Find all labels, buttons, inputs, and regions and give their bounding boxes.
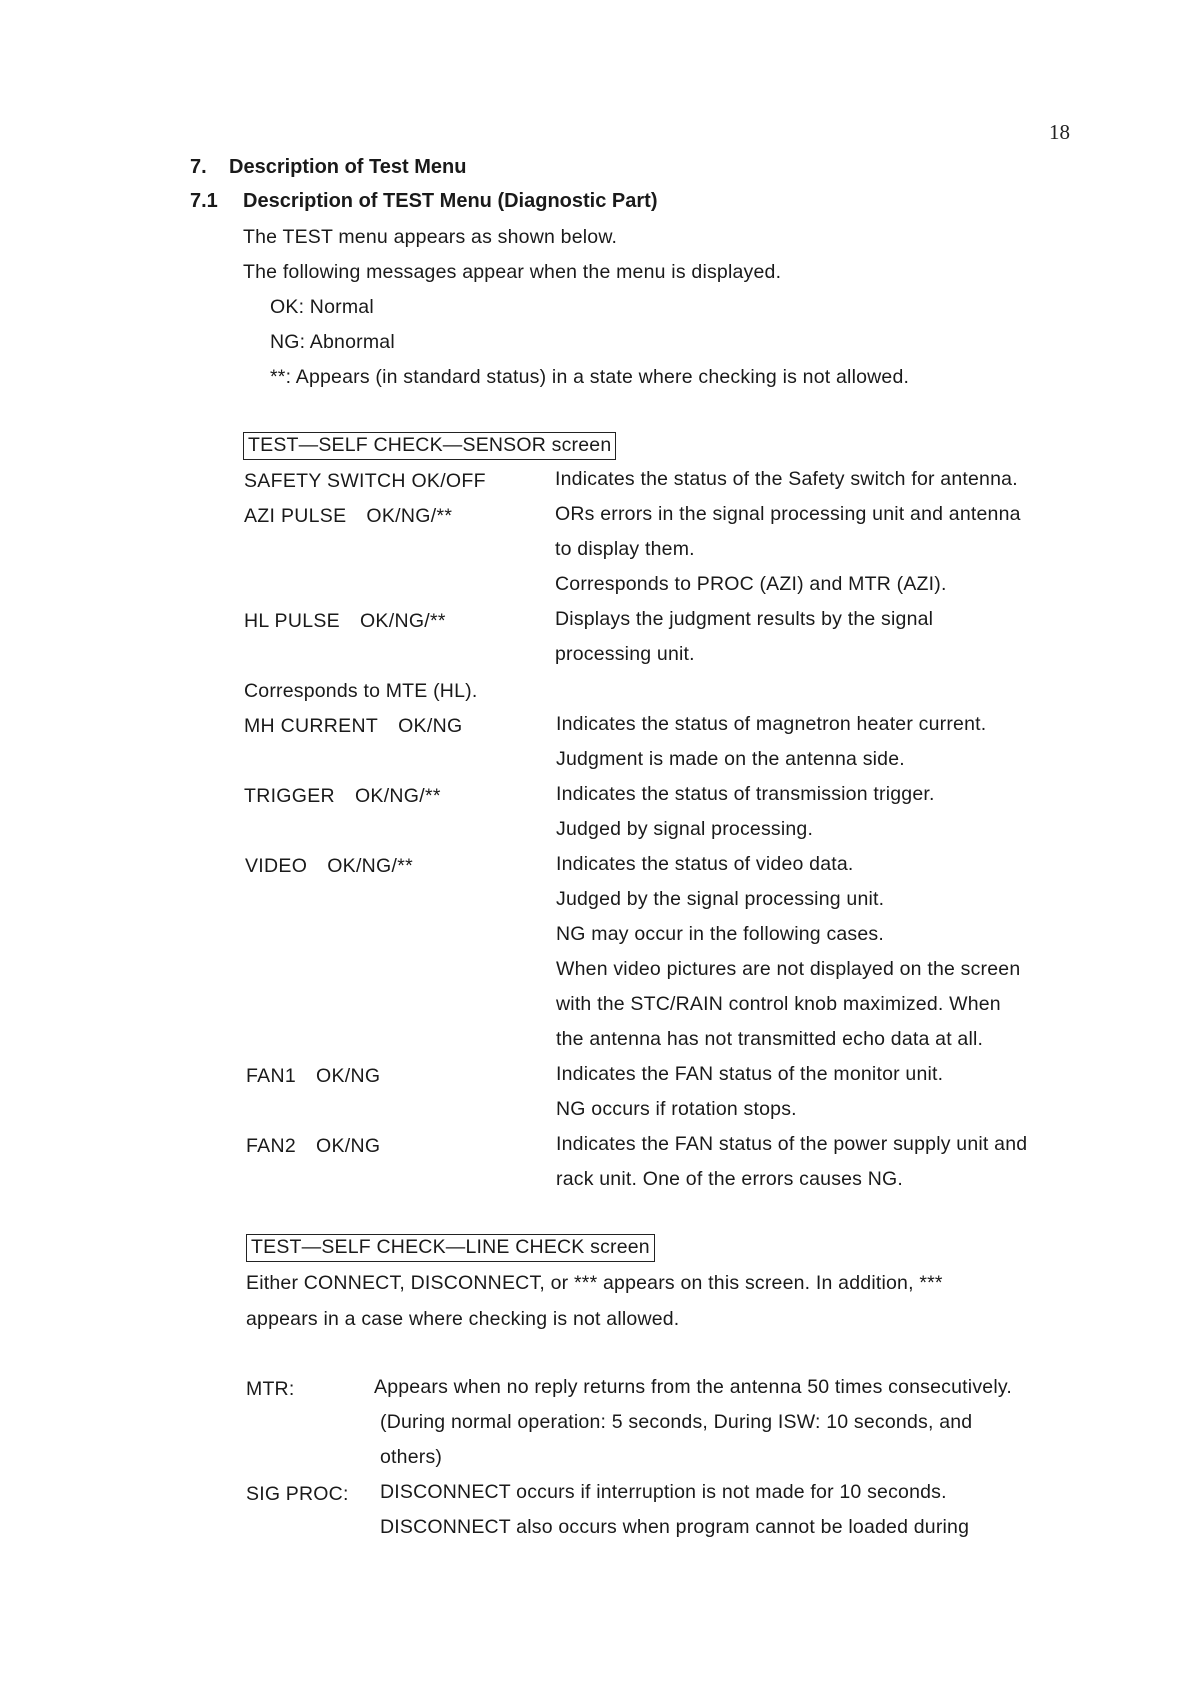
sensor-screen-title: TEST—SELF CHECK—SENSOR screen bbox=[243, 432, 616, 460]
line-item-key: SIG PROC: bbox=[246, 1483, 349, 1505]
sensor-item-desc: ORs errors in the signal processing unit and antenna bbox=[555, 503, 1021, 525]
section-title: Description of Test Menu bbox=[229, 156, 467, 178]
intro-line-1: The TEST menu appears as shown below. bbox=[243, 226, 618, 248]
section-number: 7. bbox=[190, 156, 207, 178]
line-check-screen-title: TEST—SELF CHECK—LINE CHECK screen bbox=[246, 1234, 655, 1262]
sensor-item-desc: Indicates the FAN status of the monitor unit. bbox=[556, 1063, 944, 1085]
sensor-item-desc: Indicates the status of the Safety switch for antenna. bbox=[555, 468, 1018, 490]
subsection-heading bbox=[190, 190, 657, 213]
sensor-item-key: SAFETY SWITCH OK/OFF bbox=[244, 470, 486, 492]
intro-line-2: The following messages appear when the menu is displayed. bbox=[243, 261, 782, 283]
sensor-item-desc: Judgment is made on the antenna side. bbox=[556, 748, 905, 770]
line-item-desc: DISCONNECT also occurs when program cannot be loaded during bbox=[380, 1516, 970, 1538]
page-number: 18 bbox=[1049, 120, 1070, 144]
sensor-item-desc: NG occurs if rotation stops. bbox=[556, 1098, 797, 1120]
legend-not-allowed: **: Appears (in standard status) in a state where checking is not allowed. bbox=[270, 366, 910, 388]
sensor-item-key: FAN1 OK/NG bbox=[246, 1065, 381, 1087]
hl-note: Corresponds to MTE (HL). bbox=[244, 680, 478, 702]
section-heading bbox=[190, 156, 466, 179]
sensor-item-key: TRIGGER OK/NG/** bbox=[244, 785, 441, 807]
sensor-item-desc: the antenna has not transmitted echo data at all. bbox=[556, 1028, 984, 1050]
line-check-intro: Either CONNECT, DISCONNECT, or *** appears on this screen. In addition, *** bbox=[246, 1272, 943, 1294]
sensor-item-key: VIDEO OK/NG/** bbox=[245, 855, 414, 877]
sensor-item-desc: NG may occur in the following cases. bbox=[556, 923, 884, 945]
sensor-item-desc: Judged by signal processing. bbox=[556, 818, 814, 840]
subsection-title: Description of TEST Menu (Diagnostic Part) bbox=[243, 190, 658, 212]
sensor-item-key: FAN2 OK/NG bbox=[246, 1135, 381, 1157]
sensor-item-desc: Displays the judgment results by the signal bbox=[555, 608, 934, 630]
sensor-item-desc: to display them. bbox=[555, 538, 695, 560]
sensor-item-desc: Judged by the signal processing unit. bbox=[556, 888, 885, 910]
sensor-item-desc: Indicates the status of magnetron heater current. bbox=[556, 713, 987, 735]
line-item-desc: (During normal operation: 5 seconds, During ISW: 10 seconds, and bbox=[380, 1411, 973, 1433]
line-item-desc: DISCONNECT occurs if interruption is not made for 10 seconds. bbox=[380, 1481, 947, 1503]
line-item-desc: others) bbox=[380, 1446, 443, 1468]
subsection-number: 7.1 bbox=[190, 190, 218, 212]
sensor-item-desc: with the STC/RAIN control knob maximized. When bbox=[556, 993, 1001, 1015]
sensor-item-key: AZI PULSE OK/NG/** bbox=[244, 505, 453, 527]
legend-ng: NG: Abnormal bbox=[270, 331, 395, 353]
legend-ok: OK: Normal bbox=[270, 296, 374, 318]
sensor-item-desc: rack unit. One of the errors causes NG. bbox=[556, 1168, 904, 1190]
sensor-item-desc: processing unit. bbox=[555, 643, 695, 665]
sensor-item-desc: Indicates the FAN status of the power supply unit and bbox=[556, 1133, 1028, 1155]
line-item-desc: Appears when no reply returns from the antenna 50 times consecutively. bbox=[374, 1376, 1012, 1398]
sensor-item-desc: Corresponds to PROC (AZI) and MTR (AZI). bbox=[555, 573, 947, 595]
sensor-item-desc: Indicates the status of video data. bbox=[556, 853, 854, 875]
sensor-item-desc: When video pictures are not displayed on the screen bbox=[556, 958, 1021, 980]
sensor-item-desc: Indicates the status of transmission trigger. bbox=[556, 783, 935, 805]
line-check-intro: appears in a case where checking is not allowed. bbox=[246, 1308, 680, 1330]
sensor-item-key: HL PULSE OK/NG/** bbox=[244, 610, 446, 632]
line-item-key: MTR: bbox=[246, 1378, 295, 1400]
sensor-item-key: MH CURRENT OK/NG bbox=[244, 715, 463, 737]
